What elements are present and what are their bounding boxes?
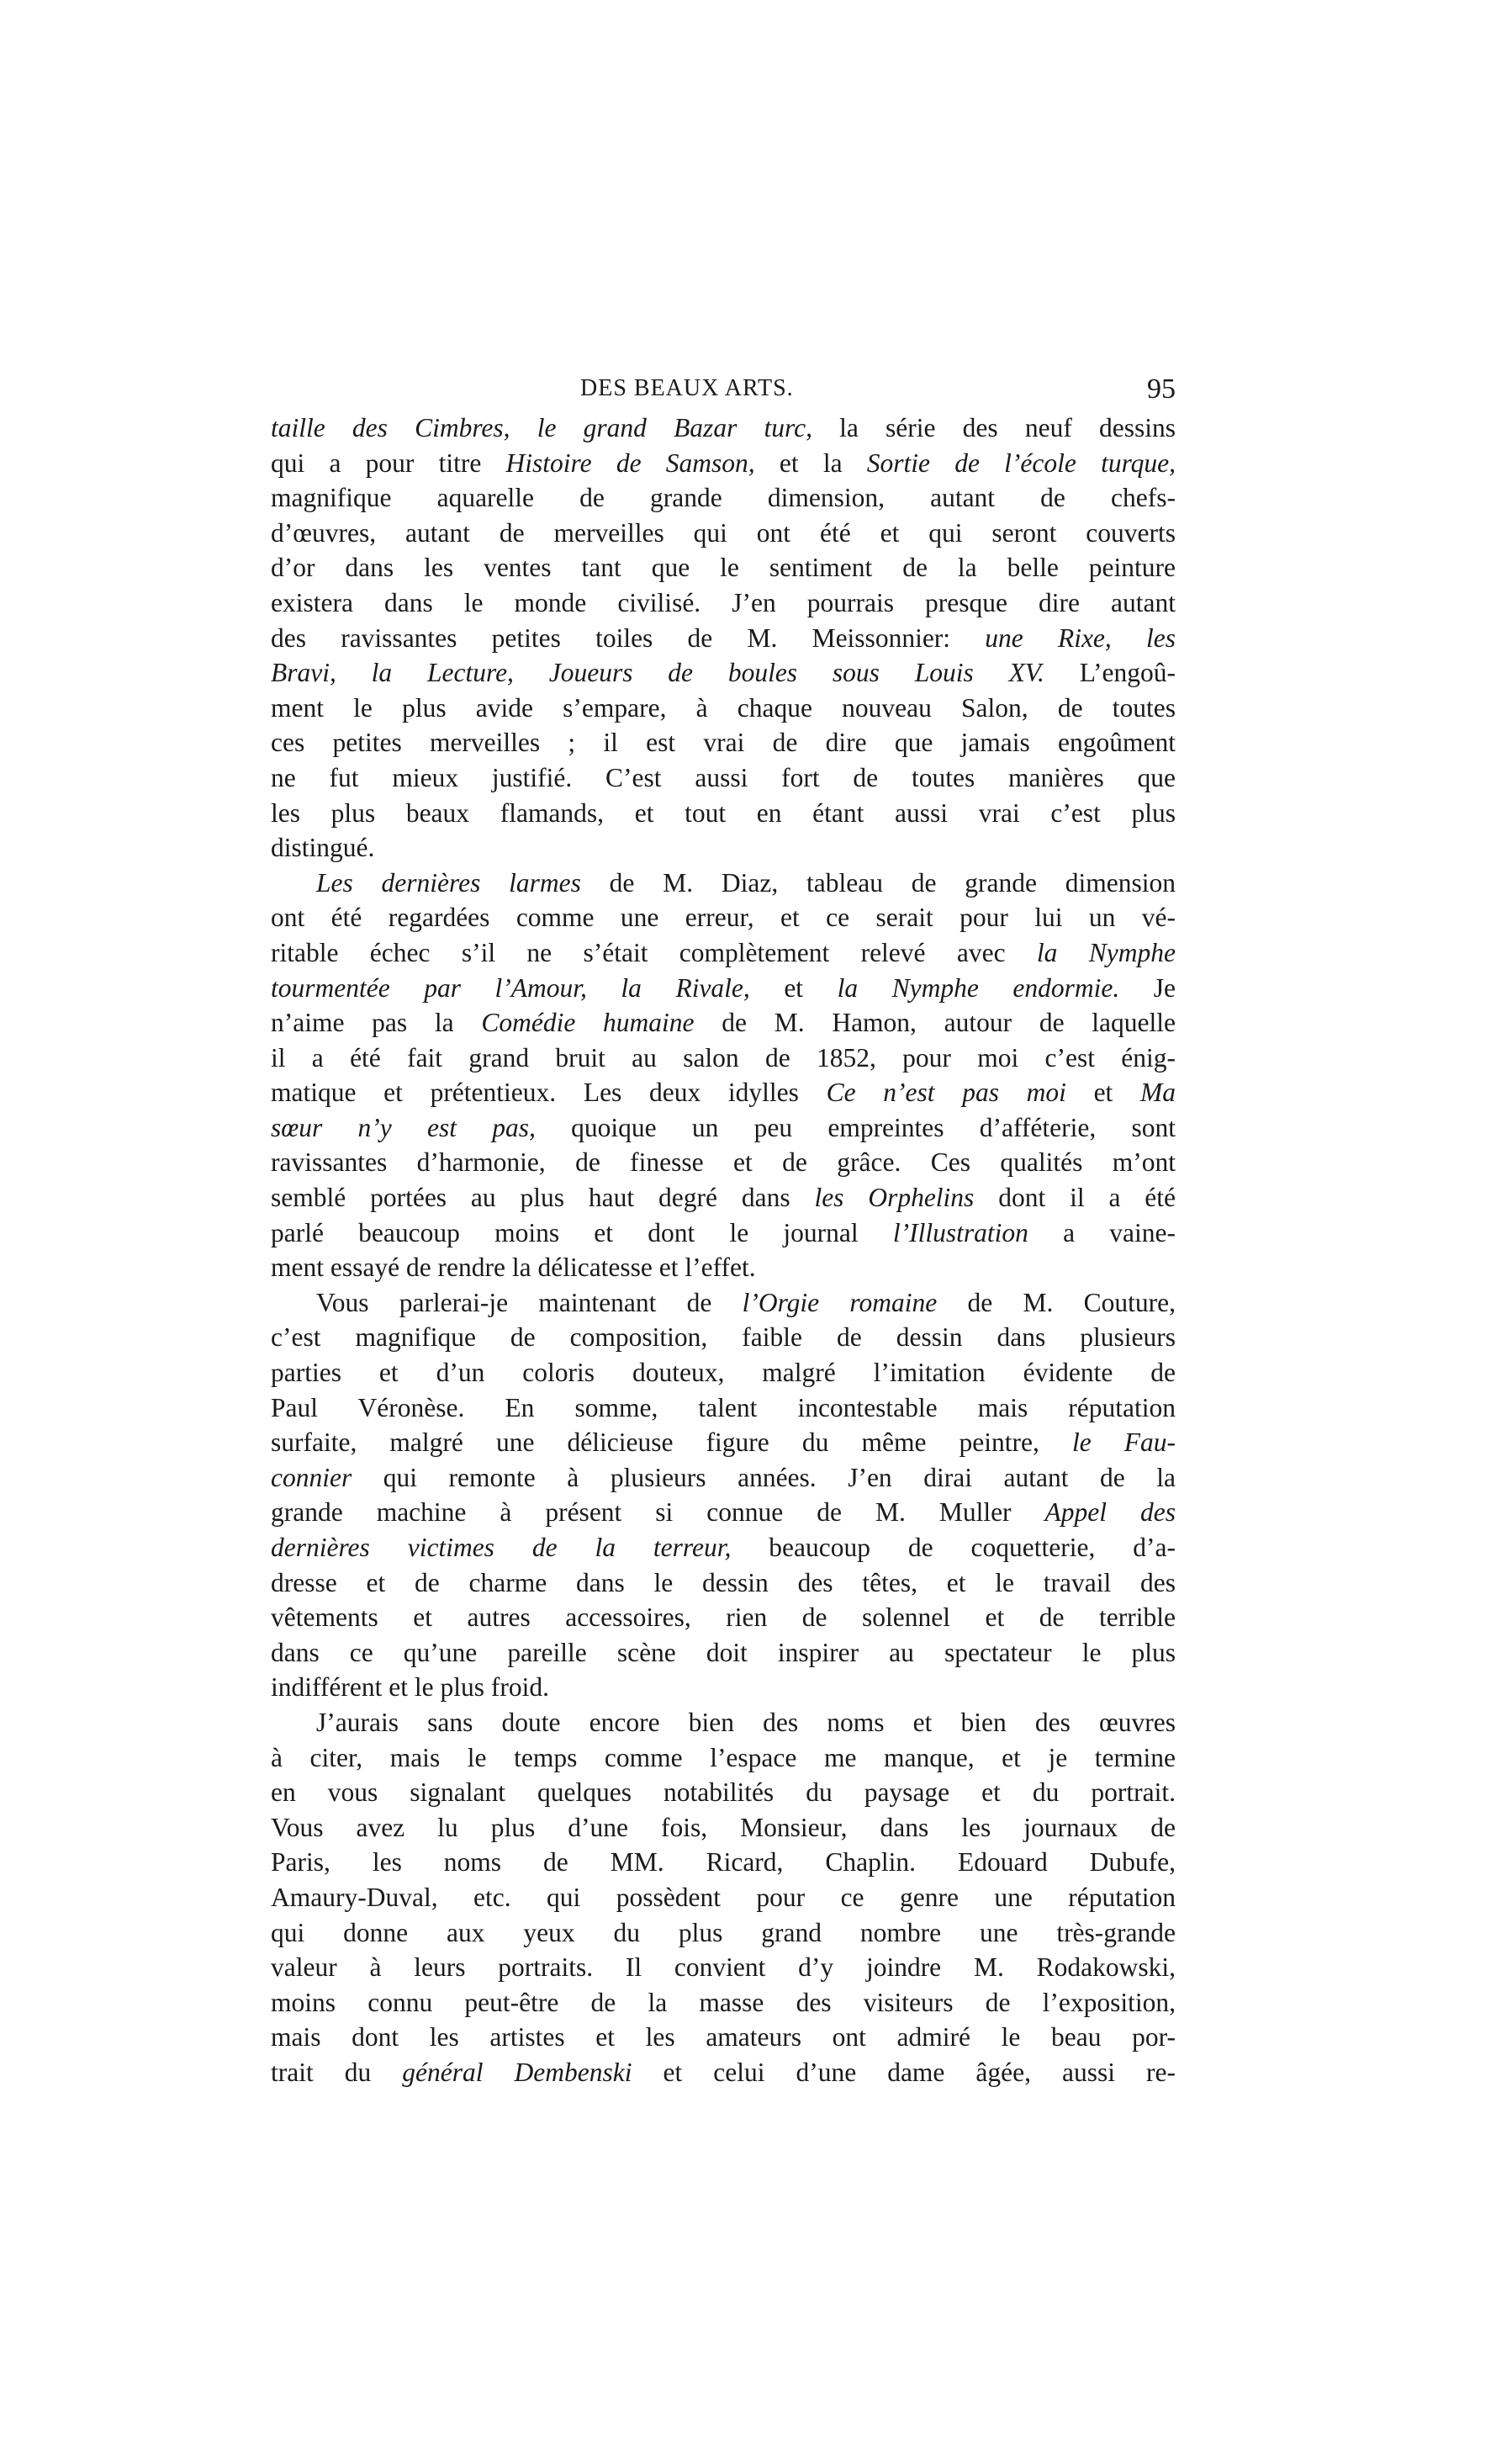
- text-line: ritable échec s’il ne s’était complètement relevé avec la Nymphe: [271, 937, 1176, 967]
- text-line: ment essayé de rendre la délicatesse et l’effet.: [271, 1253, 756, 1283]
- text-line: tourmentée par l’Amour, la Rivale, et la Nymphe endormie. Je: [271, 972, 1176, 1003]
- text-line: ces petites merveilles ; il est vrai de dire que jamais engoûment: [271, 728, 1176, 758]
- text-line: semblé portées au plus haut degré dans les Orphelins dont il a été: [271, 1183, 1176, 1213]
- text-line: distingué.: [271, 833, 375, 863]
- text-line: existera dans le monde civilisé. J’en pourrais presque dire autant: [271, 587, 1176, 617]
- text-line: les plus beaux flamands, et tout en étant aussi vrai c’est plus: [271, 797, 1176, 828]
- text-line: qui donne aux yeux du plus grand nombre une très-grande: [271, 1917, 1176, 1947]
- text-line: taille des Cimbres, le grand Bazar turc, la série des neuf dessins: [271, 413, 1176, 442]
- text-line: Les dernières larmes de M. Diaz, tableau de grande dimension: [316, 867, 1176, 898]
- text-line: d’œuvres, autant de merveilles qui ont été et qui seront couverts: [271, 517, 1176, 548]
- text-line: ment le plus avide s’empare, à chaque nouveau Salon, de toutes: [271, 692, 1176, 723]
- text-line: ont été regardées comme une erreur, et ce serait pour lui un vé-: [271, 903, 1176, 933]
- text-line: des ravissantes petites toiles de M. Meissonnier: une Rixe, les: [271, 622, 1176, 653]
- text-line: il a été fait grand bruit au salon de 1852, pour moi c’est énig-: [271, 1042, 1176, 1073]
- text-line: mais dont les artistes et les amateurs ont admiré le beau por-: [271, 2022, 1176, 2052]
- text-line: trait du général Dembenski et celui d’une dame âgée, aussi re-: [271, 2057, 1176, 2087]
- text-line: magnifique aquarelle de grande dimension, autant de chefs-: [271, 483, 1176, 513]
- page-number: 95: [1147, 373, 1176, 405]
- text-line: connier qui remonte à plusieurs années. J’en dirai autant de la: [271, 1462, 1176, 1492]
- text-line: ne fut mieux justifié. C’est aussi fort de toutes manières que: [271, 762, 1176, 792]
- text-line: Amaury-Duval, etc. qui possèdent pour ce genre une réputation: [271, 1882, 1176, 1912]
- text-line: surfaite, malgré une délicieuse figure du même peintre, le Fau-: [271, 1427, 1176, 1458]
- text-line: n’aime pas la Comédie humaine de M. Hamon, autour de laquelle: [271, 1008, 1176, 1038]
- text-line: Paris, les noms de MM. Ricard, Chaplin. Edouard Dubufe,: [271, 1847, 1176, 1878]
- text-line: valeur à leurs portraits. Il convient d’y joindre M. Rodakowski,: [271, 1952, 1176, 1983]
- text-line: parties et d’un coloris douteux, malgré l’imitation évidente de: [271, 1358, 1176, 1388]
- text-line: Bravi, la Lecture, Joueurs de boules sous Louis XV. L’engoû-: [271, 658, 1176, 688]
- text-line: sœur n’y est pas, quoique un peu empreintes d’afféterie, sont: [271, 1112, 1176, 1142]
- text-line: Vous parlerai-je maintenant de l’Orgie romaine de M. Couture,: [316, 1287, 1176, 1317]
- text-line: dernières victimes de la terreur, beaucoup de coquetterie, d’a-: [271, 1533, 1176, 1562]
- page-header: [271, 375, 1176, 409]
- text-line: grande machine à présent si connue de M. Muller Appel des: [271, 1497, 1176, 1528]
- text-line: Vous avez lu plus d’une fois, Monsieur, dans les journaux de: [271, 1812, 1176, 1842]
- body-text: [271, 410, 1176, 2090]
- text-line: c’est magnifique de composition, faible de dessin dans plusieurs: [271, 1322, 1176, 1353]
- running-title: DES BEAUX ARTS.: [580, 375, 794, 401]
- text-line: indifférent et le plus froid.: [271, 1672, 549, 1703]
- text-line: dans ce qu’une pareille scène doit inspirer au spectateur le plus: [271, 1637, 1176, 1667]
- text-line: Paul Véronèse. En somme, talent incontestable mais réputation: [271, 1392, 1176, 1422]
- text-line: qui a pour titre Histoire de Samson, et la Sortie de l’école turque,: [271, 448, 1176, 478]
- text-line: moins connu peut-être de la masse des visiteurs de l’exposition,: [271, 1987, 1176, 2017]
- text-line: à citer, mais le temps comme l’espace me manque, et je termine: [271, 1742, 1176, 1772]
- text-line: J’aurais sans doute encore bien des noms et bien des œuvres: [316, 1707, 1176, 1737]
- text-line: dresse et de charme dans le dessin des têtes, et le travail des: [271, 1567, 1176, 1597]
- text-line: ravissantes d’harmonie, de finesse et de grâce. Ces qualités m’ont: [271, 1147, 1176, 1178]
- text-line: vêtements et autres accessoires, rien de solennel et de terrible: [271, 1602, 1176, 1633]
- text-line: matique et prétentieux. Les deux idylles Ce n’est pas moi et Ma: [271, 1078, 1176, 1108]
- text-line: en vous signalant quelques notabilités du paysage et du portrait.: [271, 1777, 1176, 1808]
- text-line: parlé beaucoup moins et dont le journal l’Illustration a vaine-: [271, 1217, 1176, 1247]
- text-line: d’or dans les ventes tant que le sentiment de la belle peinture: [271, 553, 1176, 583]
